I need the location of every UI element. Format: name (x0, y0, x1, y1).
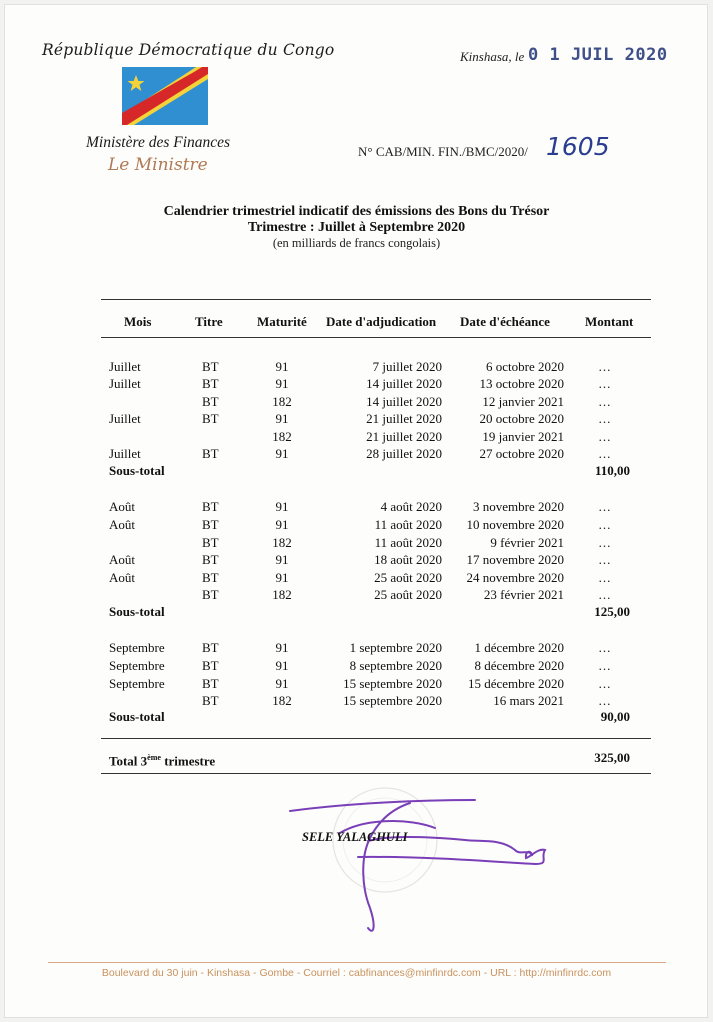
cell-echeance: 1 décembre 2020 (474, 640, 564, 655)
cell-montant: ... (598, 693, 612, 708)
cell-maturite: 91 (275, 359, 289, 374)
cell-echeance: 15 décembre 2020 (467, 676, 564, 691)
cell-montant: ... (598, 446, 612, 461)
cell-echeance: 17 novembre 2020 (466, 552, 564, 567)
footer-rule (48, 962, 666, 963)
cell-mois: Juillet (109, 359, 141, 374)
cell-adjudication: 28 juillet 2020 (366, 446, 442, 461)
cell-echeance: 3 novembre 2020 (473, 499, 564, 514)
cell-montant: ... (598, 676, 612, 691)
column-header-maturite: Maturité (257, 314, 307, 329)
cell-adjudication: 15 septembre 2020 (343, 676, 442, 691)
cell-echeance: 20 octobre 2020 (479, 411, 564, 426)
cell-maturite: 182 (272, 693, 292, 708)
subtotal-label: Sous-total (109, 604, 165, 619)
column-header-mois: Mois (124, 314, 152, 329)
cell-mois: Juillet (109, 411, 141, 426)
cell-adjudication: 21 juillet 2020 (366, 411, 442, 426)
cell-montant: ... (598, 411, 612, 426)
cell-echeance: 6 octobre 2020 (486, 359, 564, 374)
subtotal-label: Sous-total (109, 463, 165, 478)
cell-echeance: 8 décembre 2020 (474, 658, 564, 673)
total-top-rule (101, 738, 651, 739)
cell-adjudication: 21 juillet 2020 (366, 429, 442, 444)
cell-maturite: 91 (275, 658, 289, 673)
cell-echeance: 12 janvier 2021 (482, 394, 564, 409)
cell-maturite: 91 (275, 552, 289, 567)
cell-echeance: 19 janvier 2021 (482, 429, 564, 444)
cell-titre: BT (202, 446, 219, 461)
cell-maturite: 91 (275, 411, 289, 426)
cell-montant: ... (598, 376, 612, 391)
total-label: Total 3ème trimestre (109, 753, 216, 769)
cell-maturite: 91 (275, 640, 289, 655)
cell-titre: BT (202, 394, 219, 409)
cell-titre: BT (202, 499, 219, 514)
cell-montant: ... (598, 570, 612, 585)
cell-echeance: 16 mars 2021 (493, 693, 564, 708)
cell-maturite: 91 (275, 499, 289, 514)
cell-maturite: 91 (275, 376, 289, 391)
cell-maturite: 182 (272, 535, 292, 550)
cell-adjudication: 14 juillet 2020 (366, 394, 442, 409)
cell-echeance: 24 novembre 2020 (466, 570, 564, 585)
subtotal-label: Sous-total (109, 709, 165, 724)
republic-heading: République Démocratique du Congo (42, 41, 335, 59)
cell-titre: BT (202, 376, 219, 391)
place-label: Kinshasa, le (460, 49, 525, 64)
cell-titre: BT (202, 552, 219, 567)
cell-adjudication: 7 juillet 2020 (372, 359, 442, 374)
cell-titre: BT (202, 587, 219, 602)
total-bottom-rule (101, 773, 651, 774)
cell-mois: Juillet (109, 376, 141, 391)
minister-title: Le Ministre (108, 155, 208, 175)
cell-montant: ... (598, 394, 612, 409)
reference-number: 1605 (546, 132, 610, 161)
cell-mois: Août (109, 552, 135, 567)
cell-mois: Septembre (109, 640, 165, 655)
cell-maturite: 91 (275, 517, 289, 532)
cell-montant: ... (598, 535, 612, 550)
cell-adjudication: 25 août 2020 (374, 587, 442, 602)
cell-echeance: 23 février 2021 (483, 587, 564, 602)
cell-titre: BT (202, 676, 219, 691)
cell-mois: Juillet (109, 446, 141, 461)
cell-montant: ... (598, 658, 612, 673)
cell-titre: BT (202, 359, 219, 374)
cell-mois: Septembre (109, 658, 165, 673)
subtotal-value: 125,00 (594, 604, 630, 619)
cell-adjudication: 1 septembre 2020 (349, 640, 442, 655)
cell-mois: Août (109, 570, 135, 585)
cell-titre: BT (202, 640, 219, 655)
cell-maturite: 91 (275, 676, 289, 691)
date-stamp: 0 1 JUIL 2020 (528, 45, 668, 65)
cell-montant: ... (598, 429, 612, 444)
cell-adjudication: 25 août 2020 (374, 570, 442, 585)
cell-titre: BT (202, 693, 219, 708)
cell-montant: ... (598, 499, 612, 514)
cell-adjudication: 11 août 2020 (374, 535, 442, 550)
cell-maturite: 182 (272, 429, 292, 444)
footer-address: Boulevard du 30 juin - Kinshasa - Gombe - Courriel : cabfinances@minfinrdc.com - URL : http://minfinrdc.com (101, 967, 612, 979)
cell-maturite: 91 (275, 570, 289, 585)
cell-adjudication: 11 août 2020 (374, 517, 442, 532)
cell-maturite: 182 (272, 587, 292, 602)
table-header-rule (101, 337, 651, 338)
cell-echeance: 13 octobre 2020 (479, 376, 564, 391)
cell-titre: BT (202, 535, 219, 550)
signature-graphic (270, 778, 560, 943)
cell-adjudication: 18 août 2020 (374, 552, 442, 567)
cell-mois: Août (109, 499, 135, 514)
cell-echeance: 9 février 2021 (490, 535, 564, 550)
document-unit: (en milliards de francs congolais) (272, 236, 441, 250)
cell-titre: BT (202, 517, 219, 532)
document-title-block (0, 204, 713, 251)
subtotal-value: 90,00 (600, 709, 630, 724)
cell-adjudication: 8 septembre 2020 (349, 658, 442, 673)
cell-echeance: 10 novembre 2020 (466, 517, 564, 532)
column-header-montant: Montant (585, 314, 634, 329)
cell-titre: BT (202, 570, 219, 585)
cell-mois: Août (109, 517, 135, 532)
column-header-adjudication: Date d'adjudication (326, 314, 437, 329)
ministry-name: Ministère des Finances (86, 134, 231, 151)
cell-echeance: 27 octobre 2020 (479, 446, 564, 461)
cell-montant: ... (598, 359, 612, 374)
cell-adjudication: 14 juillet 2020 (366, 376, 442, 391)
cell-montant: ... (598, 552, 612, 567)
subtotal-value: 110,00 (594, 463, 630, 478)
column-header-titre: Titre (195, 314, 223, 329)
document-title: Calendrier trimestriel indicatif des émissions des Bons du Trésor (163, 204, 550, 219)
document-period: Trimestre : Juillet à Septembre 2020 (247, 220, 466, 235)
cell-titre: BT (202, 411, 219, 426)
cell-adjudication: 15 septembre 2020 (343, 693, 442, 708)
cell-maturite: 182 (272, 394, 292, 409)
signatory-name: SELE YALAGHULI (302, 830, 408, 844)
total-value: 325,00 (594, 750, 630, 765)
cell-titre: BT (202, 658, 219, 673)
cell-maturite: 91 (275, 446, 289, 461)
column-header-echeance: Date d'échéance (460, 314, 550, 329)
cell-montant: ... (598, 640, 612, 655)
drc-flag-icon (122, 67, 208, 125)
cell-montant: ... (598, 517, 612, 532)
cell-montant: ... (598, 587, 612, 602)
reference-prefix: N° CAB/MIN. FIN./BMC/2020/ (358, 144, 528, 159)
table-top-rule (101, 299, 651, 300)
cell-adjudication: 4 août 2020 (380, 499, 442, 514)
cell-mois: Septembre (109, 676, 165, 691)
